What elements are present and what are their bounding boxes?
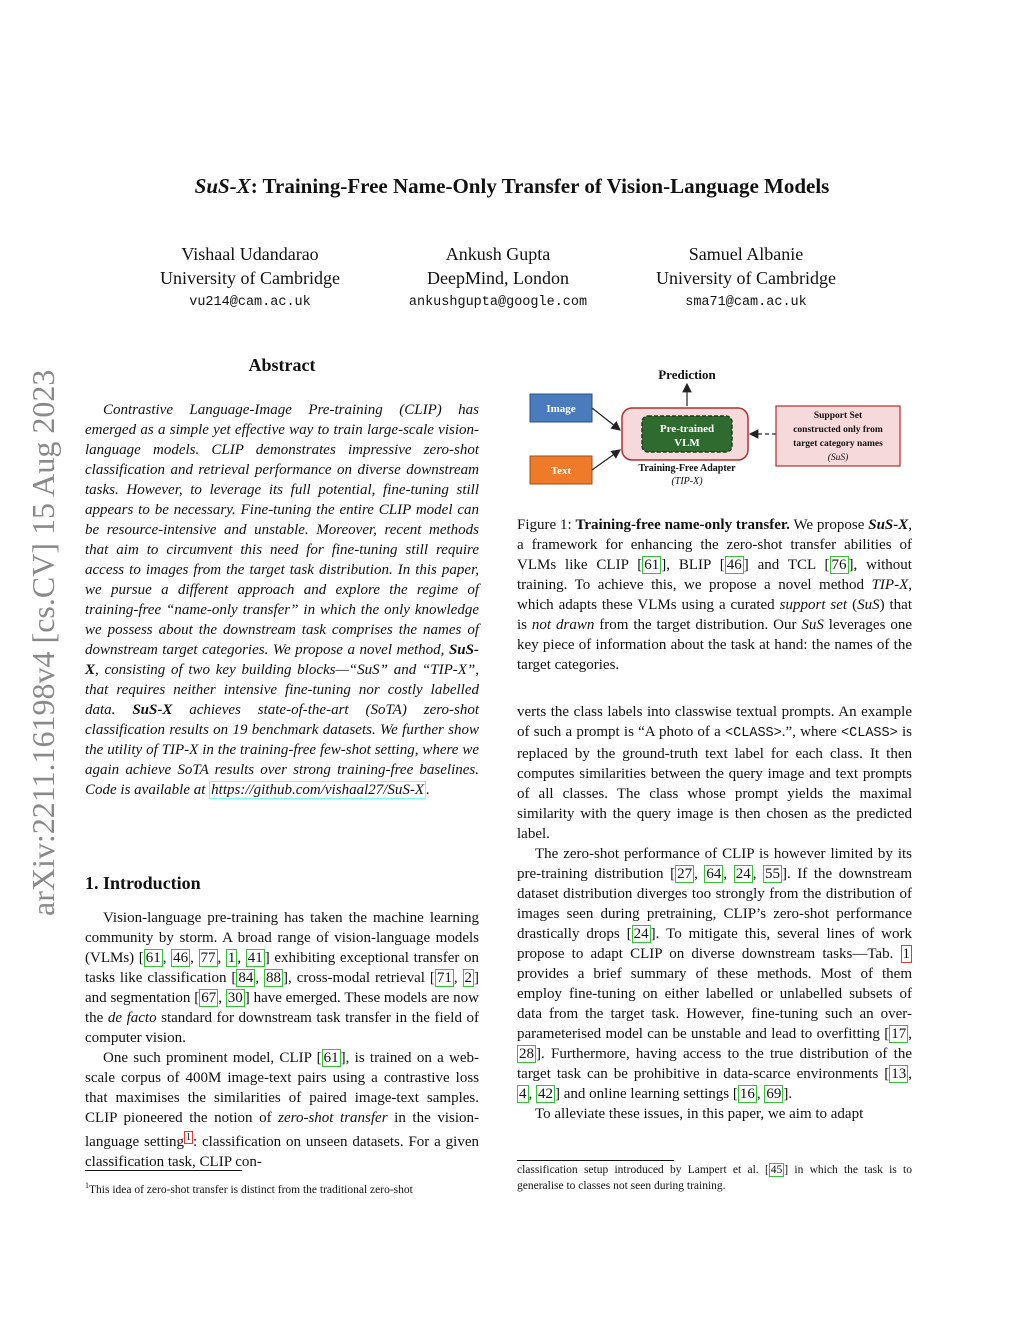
author-name: Vishaal Udandarao — [181, 244, 319, 264]
author-email[interactable]: vu214@cam.ac.uk — [189, 295, 311, 310]
table-ref[interactable]: 1 — [902, 946, 910, 962]
adapter-label-2: (TIP-X) — [671, 476, 703, 487]
author-affiliation: DeepMind, London — [427, 268, 569, 288]
citation[interactable]: 24 — [633, 926, 649, 942]
citation[interactable]: 30 — [227, 990, 243, 1006]
author-email[interactable]: ankushgupta@google.com — [408, 295, 588, 310]
citation[interactable]: 16 — [739, 1086, 755, 1102]
citation[interactable]: 61 — [145, 950, 161, 966]
intro-paragraph-2: One such prominent model, CLIP [ 61 ], is trained on a web-scale corpus of 400M image-text pairs using a contrastive loss that maximises the similarities of paired image-text samples. CLIP pioneered the notion of zero-shot transfer in the vision-language setting $^1$ : classification on unseen datasets. For a given classification task, CLIP con- — [85, 1050, 479, 1170]
vlm-label-1: Pre-trained — [659, 423, 715, 435]
citation[interactable]: 42 — [538, 1086, 553, 1102]
citation[interactable]: 28 — [519, 1046, 534, 1062]
citation[interactable]: 4 — [519, 1086, 527, 1102]
citation[interactable]: 69 — [766, 1086, 782, 1102]
citation[interactable]: 13 — [891, 1066, 907, 1082]
intro-heading: 1. Introduction — [85, 873, 201, 893]
title-method: SuS-X — [194, 174, 251, 198]
author-name: Ankush Gupta — [445, 244, 551, 264]
citation[interactable]: 55 — [765, 866, 781, 882]
citation[interactable]: 77 — [200, 950, 216, 966]
citation[interactable]: 61 — [644, 557, 660, 573]
footnote-rule — [85, 1170, 242, 1171]
citation[interactable]: 67 — [201, 990, 217, 1006]
citation[interactable]: 76 — [831, 557, 847, 573]
author-1 — [120, 242, 380, 316]
sus-label-4: (SuS) — [827, 453, 849, 463]
citation[interactable]: 46 — [173, 950, 189, 966]
title-rest: : Training-Free Name-Only Transfer of Vision-Language Models — [250, 174, 830, 198]
footnote-rule-right — [517, 1160, 674, 1161]
footnote-marker[interactable]: 1 — [186, 1132, 191, 1143]
author-name: Samuel Albanie — [688, 244, 804, 264]
citation[interactable]: 46 — [726, 557, 742, 573]
intro-text — [85, 908, 479, 1172]
right-paragraph-2: The zero-shot performance of CLIP is however limited by its pre-training distribution [ 27 , 64 , 24 , 55 ]. If the downstream dataset distribution diverges too strongly from the distribution of images seen during pretraining, CLIP’s zero-shot performance drastically drops [ 24 ]. To mitigate this, several lines of work propose to adapt CLIP on diverse downstream tasks—Tab. 1 provides a brief summary of these methods. Most of them employ fine-tuning on either labelled or unlabelled subsets of data from the target task. However, fine-tuning such an over-parameterised model can be unstable and lead to overfitting [ 17 , 28 ]. Furthermore, having access to the true distribution of the target task can be prohibitive in data-scarce environments [ 13 , 4 , 42 ] and online learning settings [ 16 , 69 ]. — [517, 846, 913, 1102]
intro-paragraph-1: Vision-language pre-training has taken the machine learning community by storm. A broad range of vision-language models (VLMs) [ 61 , 46 , 77 , 1 , 41 ] exhibiting exceptional transfer on tasks like classification [ 84 , 88 ], cross-modal retrieval [ 71 , 2 ] and segmentation [ 67 , 30 ] have emerged. These models are now the de facto standard for downstream task transfer in the field of computer vision. — [85, 910, 480, 1046]
sus-label-3: target category names — [793, 439, 883, 449]
citation[interactable]: 41 — [247, 950, 263, 966]
footnote-left: $^1$This idea of zero-shot transfer is distinct from the traditional zero-shot — [85, 1181, 413, 1196]
footnote-right: classification setup introduced by Lampert et al. [ 45 ] in which the task is to generalise to classes not seen during training. — [517, 1164, 912, 1192]
author-3 — [616, 242, 876, 316]
author-affiliation: University of Cambridge — [656, 268, 836, 288]
image-input-label: Image — [546, 403, 576, 415]
citation[interactable]: 17 — [891, 1026, 907, 1042]
author-affiliation: University of Cambridge — [160, 268, 340, 288]
citation[interactable]: 27 — [677, 866, 693, 882]
citation[interactable]: 1 — [227, 950, 236, 966]
right-column-text — [517, 702, 912, 1124]
right-paragraph-1: verts the class labels into classwise textual prompts. An example of such a prompt is “A photo of a <CLASS>.”, where <CLASS> is replaced by the ground-truth text label for each class. It then computes similarities between the query image and text prompts of all classes. The class whose prompt yields the maximal similarity with the query image is then chosen as the predicted label. — [517, 704, 912, 842]
arxiv-stamp: arXiv:2211.16198v4 [cs.CV] 15 Aug 2023 — [25, 369, 61, 916]
arrow-text-to-adapter — [592, 450, 620, 470]
citation[interactable]: 61 — [323, 1050, 339, 1066]
citation[interactable]: 88 — [266, 970, 282, 986]
paper-title — [0, 174, 1024, 199]
citation[interactable]: 24 — [735, 866, 751, 882]
code-link[interactable]: https://github.com/vishaal27/SuS-X — [211, 782, 425, 798]
citation[interactable]: 84 — [238, 970, 254, 986]
adapter-label-1: Training-Free Adapter — [638, 463, 736, 474]
figure-caption: Figure 1: Training-free name-only transfer. We propose SuS-X, a framework for enhancing the zero-shot transfer abilities of VLMs like CLIP [ 61 ], BLIP [ 46 ] and TCL [ 76 ], without training. To achieve this, we propose a novel method TIP-X, which adapts these VLMs using a curated support set (SuS) that is not drawn from the target distribution. Our SuS leverages one key piece of information about the task at hand: the names of the target categories. — [517, 517, 913, 673]
author-email[interactable]: sma71@cam.ac.uk — [685, 295, 807, 310]
right-paragraph-3: To alleviate these issues, in this paper, we aim to adapt — [535, 1106, 864, 1122]
figure-1 — [520, 362, 910, 502]
abstract-text: Contrastive Language-Image Pre-training (CLIP) has emerged as a simple yet effective way to train large-scale vision-language models. CLIP demonstrates impressive zero-shot classification and retrieval performance on diverse downstream tasks. However, to leverage its full potential, fine-tuning still appears to be necessary. Fine-tuning the entire CLIP model can be resource-intensive and unstable. Moreover, recent methods that aim to circumvent this need for fine-tuning still require access to images from the target task distribution. In this paper, we pursue a different approach and explore the regime of training-free “name-only transfer” in which the only knowledge we possess about the downstream task comprises the names of downstream target categories. We propose a novel method, SuS-X, consisting of two key building blocks—“SuS” and “TIP-X”, that requires neither intensive fine-tuning nor costly labelled data. SuS-X achieves state-of-the-art (SoTA) zero-shot classification results on 19 benchmark datasets. We further show the utility of TIP-X in the training-free few-shot setting, where we again achieve SoTA results over strong training-free baselines. Code is available at https://github.com/vishaal27/SuS-X . — [85, 402, 480, 798]
author-2 — [368, 242, 628, 316]
sus-label-1: Support Set — [813, 411, 863, 421]
citation[interactable]: 45 — [770, 1164, 783, 1176]
citation[interactable]: 64 — [706, 866, 722, 882]
text-input-label: Text — [550, 465, 572, 477]
figure-prediction-label: Prediction — [658, 367, 716, 382]
citation[interactable]: 2 — [464, 970, 472, 986]
vlm-label-2: VLM — [674, 437, 700, 449]
arrow-image-to-adapter — [592, 408, 620, 430]
citation[interactable]: 71 — [436, 970, 452, 986]
sus-label-2: constructed only from — [793, 425, 883, 435]
abstract-heading: Abstract — [248, 355, 316, 375]
